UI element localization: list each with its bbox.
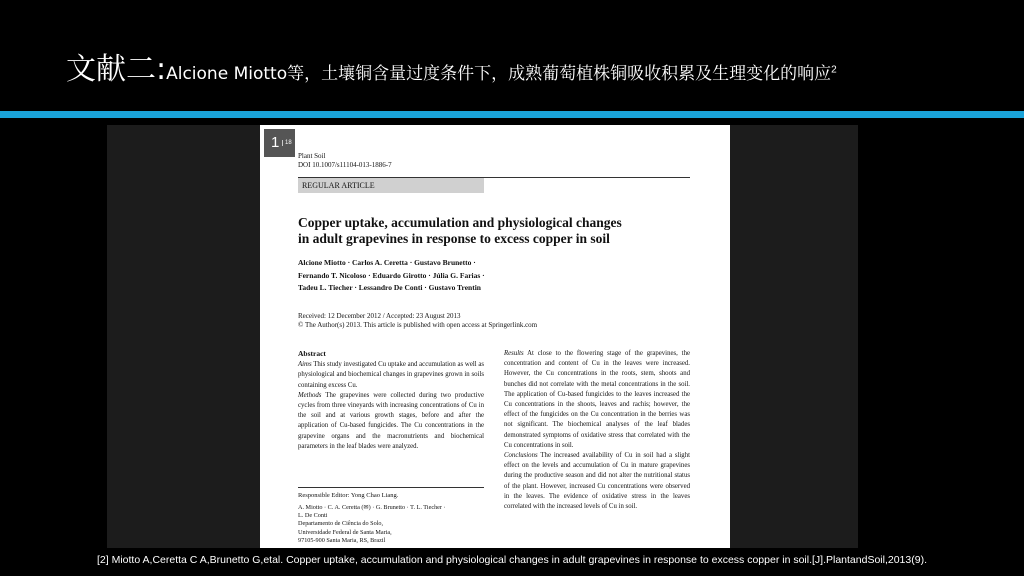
paper-authors [298,257,698,295]
paper-title [298,215,698,247]
accent-bar [0,111,1024,118]
responsible-editor: Responsible Editor: Yong Chao Liang. [298,487,484,501]
paper-title-line: Copper uptake, accumulation and physiological changes [298,215,622,230]
page-total: 18 [282,140,292,146]
page-number: 1 [271,134,280,151]
results-text: At close to the flowering stage of the grapevines, the concentration and content of Cu in the leaves were increased. However, the Cu concentrations in the roots, stem, shoots and bunches did not correlate with the metal concentrations in the soil. The application of Cu-based fungicides to the leaves increased the Cu concentrations in the shoots, leaves and rachis; however, the effect of the fungicides on the Cu concentration in the berries was not significant. The biochemical analyses of the leaf blades demonstrated symptoms of oxidative stress that correlated with the Cu concentrations in soil. [504,350,690,449]
aims-label: Aims [298,361,312,369]
conclusions-text: The increased availability of Cu in soil had a slight effect on the levels and accumulation of Cu in mature grapevines during the productive season and did not alter the nutritional status of the plant. However, increased Cu concentrations were observed in the leaves. The evidence of oxidative stress in the leaves correlated with the increased levels of Cu in soil. [504,452,690,511]
paper-dates [298,312,698,330]
doi: DOI 10.1007/s11104-013-1886-7 [298,161,392,169]
methods-text: The grapevines were collected during two productive cycles from three vineyards with increasing concentrations of Cu in the soil and at various growth stages, before and after the application of Cu-based fungicides. The Cu concentrations in the grapevine organs and the macronutrients and biochemical parameters in the leaf blades were analyzed. [298,391,484,450]
abstract-heading: Abstract [298,349,326,358]
page-number-badge [264,129,295,157]
affiliation-line: Universidade Federal de Santa Maria, [298,528,392,536]
paper-page [260,125,730,548]
slide-title-rest: Alcione Miotto等，土壤铜含量过度条件下，成熟葡萄植株铜吸收积累及生理变化的响应 [166,64,832,84]
copyright: © The Author(s) 2013. This article is published with open access at Springerlink.com [298,321,538,329]
article-type-badge: REGULAR ARTICLE [298,178,484,193]
paper-title-line: in adult grapevines in response to excess copper in soil [298,231,610,246]
abstract-right-column [504,349,690,512]
affiliation-line: L. De Conti [298,512,328,520]
slide-title-superscript: 2 [831,64,837,76]
authors-line: Tadeu L. Tiecher · Lessandro De Conti · Gustavo Trentin [298,283,481,292]
aims-text: This study investigated Cu uptake and accumulation as well as physiological and biochemical changes in grapevines grown in soils containing excess Cu. [298,361,485,389]
authors-line: Alcione Miotto · Carlos A. Ceretta · Gustavo Brunetto · [298,258,476,267]
affiliations [298,504,484,545]
journal-name: Plant Soil [298,152,326,160]
received-date: Received: 12 December 2012 / Accepted: 23 August 2013 [298,312,461,320]
methods-label: Methods [298,391,322,399]
abstract-left-column [298,349,484,452]
affiliation-line: Departamento de Ciência do Solo, [298,520,384,528]
results-label: Results [504,350,524,357]
reference-caption: [2] Miotto A,Ceretta C A,Brunetto G,etal. Copper uptake, accumulation and physiological changes in adult grapevines in response to excess copper in soil.[J].PlantandSoil,2013(9). [97,554,927,566]
slide-title [66,44,837,88]
journal-info [298,152,392,170]
conclusions-label: Conclusions [504,452,538,460]
slide-title-main: 文献二: [66,52,167,87]
authors-line: Fernando T. Nicoloso · Eduardo Girotto · Júlia G. Farias · [298,270,485,280]
affiliation-line: A. Miotto · C. A. Ceretta (✉) · G. Brunetto · T. L. Tiecher · [298,504,446,511]
affiliation-line: 97105-900 Santa Maria, RS, Brazil [298,536,386,544]
